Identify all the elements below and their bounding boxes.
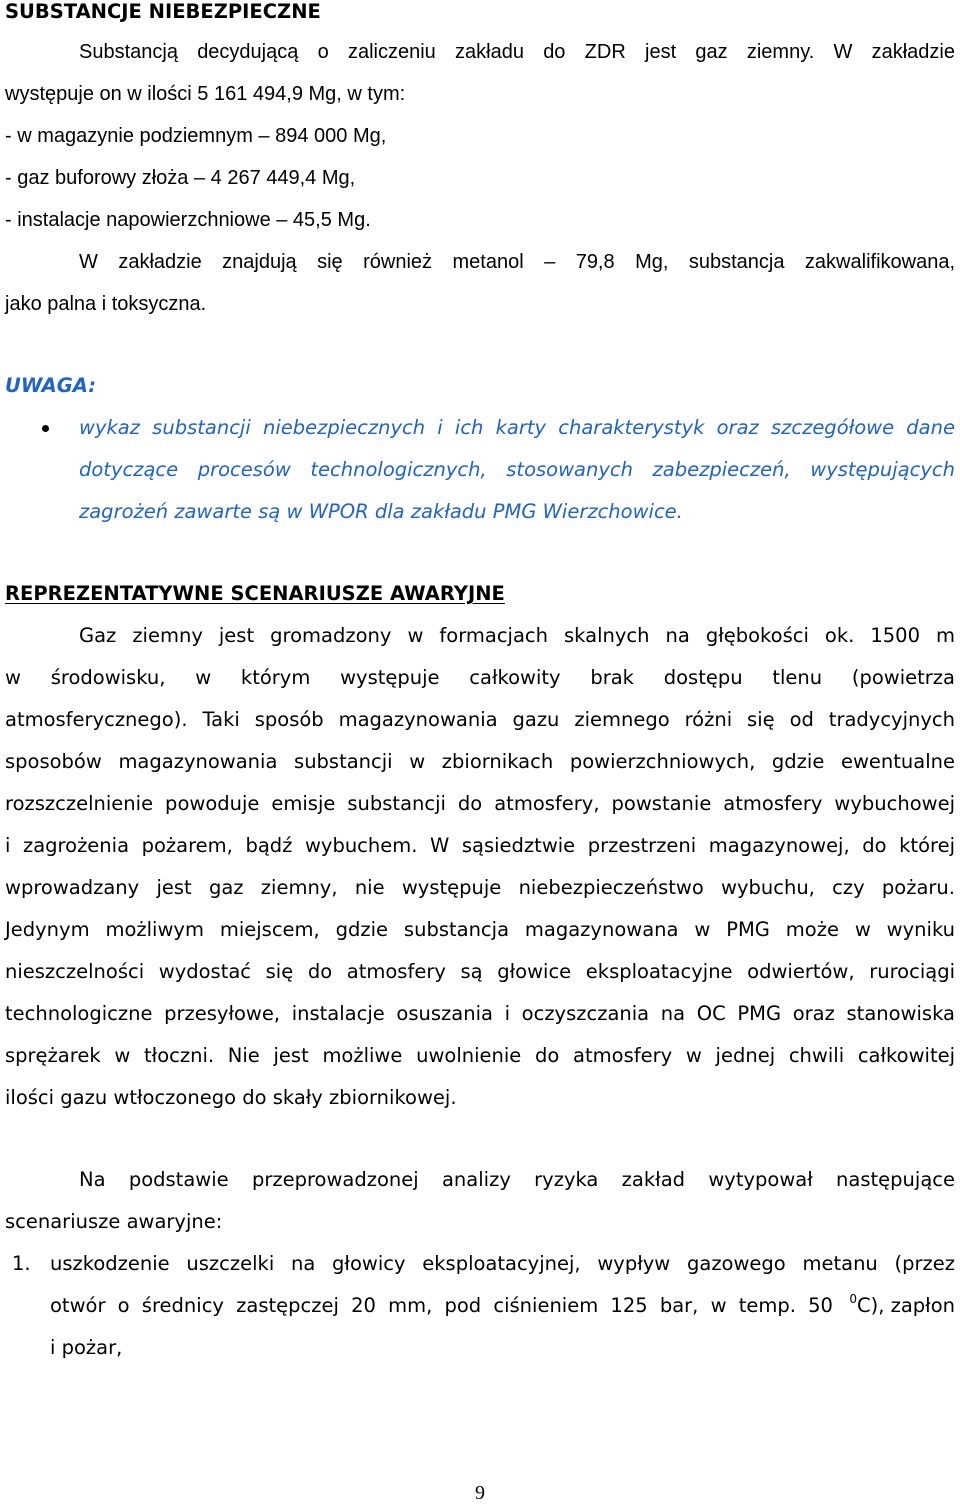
paragraph-line: technologiczne przesyłowe, instalacje osuszania i oczyszczania na OC PMG oraz stanowiska bbox=[5, 1002, 955, 1025]
paragraph-line: Gaz ziemny jest gromadzony w formacjach skalnych na głębokości ok. 1500 m bbox=[79, 624, 955, 647]
list-item: - w magazynie podziemnym – 894 000 Mg, bbox=[5, 125, 387, 147]
paragraph-line: występuje on w ilości 5 161 494,9 Mg, w tym: bbox=[5, 83, 406, 105]
temperature-value bbox=[849, 1294, 955, 1318]
paragraph-line: jako palna i toksyczna. bbox=[5, 293, 207, 315]
paragraph-line: nieszczelności wydostać się do atmosfery są głowice eksploatacyjne odwiertów, rurociągi bbox=[5, 960, 955, 983]
superscript: 0 bbox=[849, 1292, 857, 1306]
paragraph-line: w środowisku, w którym występuje całkowity brak dostępu tlenu (powietrza bbox=[5, 666, 955, 689]
paragraph-line: ilości gazu wtłoczonego do skały zbiornikowej. bbox=[5, 1086, 457, 1109]
paragraph-line: i zagrożenia pożarem, bądź wybuchem. W sąsiedztwie przestrzeni magazynowej, do której bbox=[5, 834, 955, 857]
note-line: wykaz substancji niebezpiecznych i ich karty charakterystyk oraz szczegółowe dane bbox=[79, 416, 955, 439]
note-line: dotyczące procesów technologicznych, stosowanych zabezpieczeń, występujących bbox=[79, 458, 955, 481]
paragraph-line: scenariusze awaryjne: bbox=[5, 1210, 223, 1233]
paragraph-line: sprężarek w tłoczni. Nie jest możliwe uwolnienie do atmosfery w jednej chwili całkowitej bbox=[5, 1044, 955, 1067]
note-line: zagrożeń zawarte są w WPOR dla zakładu PMG Wierzchowice. bbox=[79, 500, 683, 523]
paragraph-line: atmosferycznego). Taki sposób magazynowania gazu ziemnego różni się od tradycyjnych bbox=[5, 708, 955, 731]
paragraph-line: sposobów magazynowania substancji w zbiornikach powierzchniowych, gdzie ewentualne bbox=[5, 750, 955, 773]
note-label: UWAGA: bbox=[5, 374, 96, 397]
bullet-icon bbox=[42, 425, 49, 432]
paragraph-line: Substancją decydującą o zaliczeniu zakładu do ZDR jest gaz ziemny. W zakładzie bbox=[79, 41, 955, 63]
paragraph-line: Na podstawie przeprowadzonej analizy ryzyka zakład wytypował następujące bbox=[79, 1168, 955, 1191]
paragraph-line: wprowadzany jest gaz ziemny, nie występuje niebezpieczeństwo wybuchu, czy pożaru. bbox=[5, 876, 955, 899]
list-number: 1. bbox=[12, 1252, 31, 1275]
paragraph-line: Jedynym możliwym miejscem, gdzie substancja magazynowana w PMG może w wyniku bbox=[5, 918, 955, 941]
section-title-hazardous-substances: SUBSTANCJE NIEBEZPIECZNE bbox=[5, 0, 321, 23]
list-item-line: i pożar, bbox=[50, 1336, 123, 1359]
section-title-scenarios: REPREZENTATYWNE SCENARIUSZE AWARYJNE bbox=[5, 582, 505, 605]
list-item-text: C), zapłon bbox=[856, 1294, 955, 1317]
list-item-line bbox=[50, 1294, 955, 1318]
list-item: - instalacje napowierzchniowe – 45,5 Mg. bbox=[5, 209, 371, 231]
paragraph-line: rozszczelnienie powoduje emisje substancji do atmosfery, powstanie atmosfery wybuchowej bbox=[5, 792, 955, 815]
list-item: - gaz buforowy złoża – 4 267 449,4 Mg, bbox=[5, 167, 356, 189]
page-number: 9 bbox=[475, 1482, 485, 1504]
list-item-text: otwór o średnicy zastępczej 20 mm, pod ciśnieniem 125 bar, w temp. 50 bbox=[50, 1294, 833, 1317]
list-item-line: uszkodzenie uszczelki na głowicy eksploatacyjnej, wypływ gazowego metanu (przez bbox=[50, 1252, 955, 1275]
paragraph-line: W zakładzie znajdują się również metanol – 79,8 Mg, substancja zakwalifikowana, bbox=[79, 251, 955, 273]
